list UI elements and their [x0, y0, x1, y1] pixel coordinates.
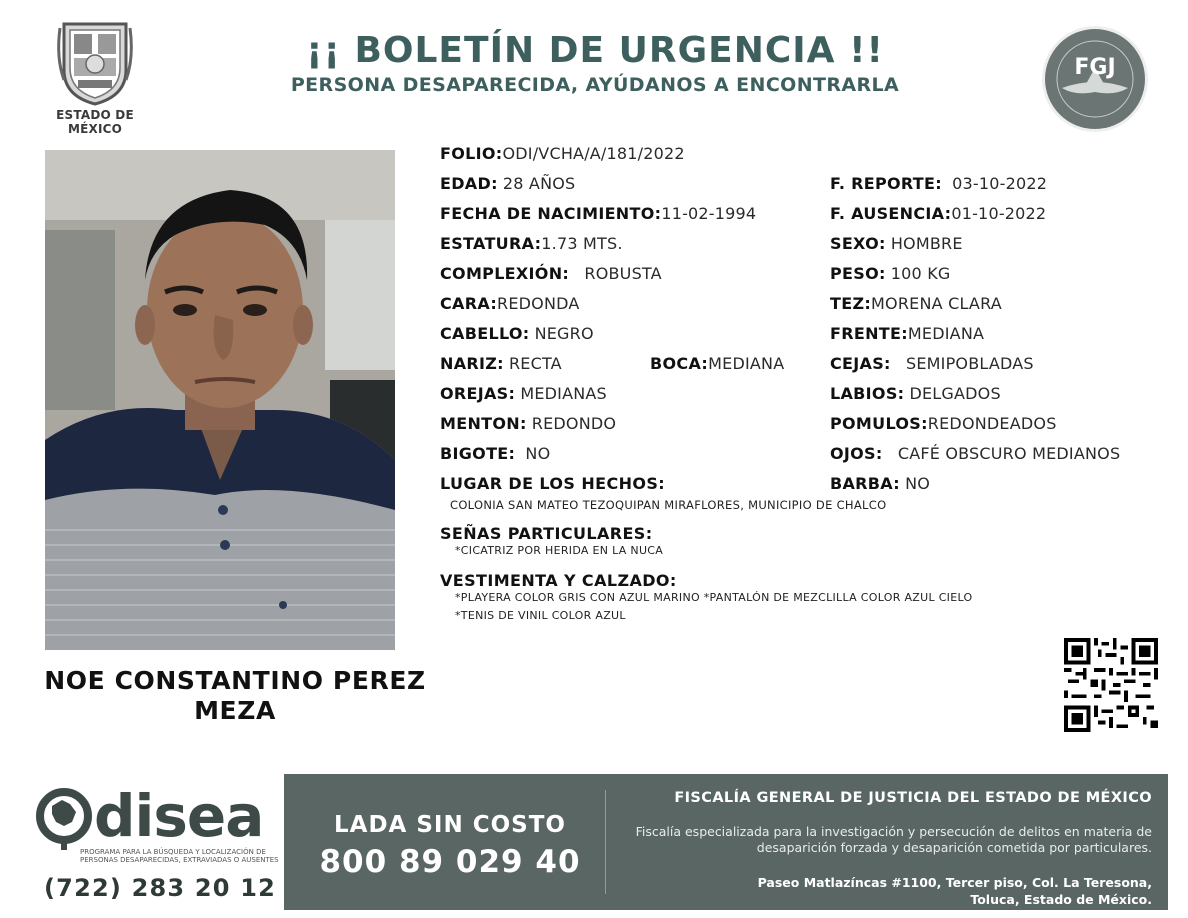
pomulos-label: POMULOS: [830, 414, 928, 433]
cabello-row [440, 324, 594, 343]
tez-label: TEZ: [830, 294, 872, 313]
estatura-label: ESTATURA: [440, 234, 542, 253]
complexion-label: COMPLEXIÓN: [440, 264, 570, 283]
pomulos-value: REDONDEADOS [927, 414, 1057, 433]
nariz-value: RECTA [508, 354, 562, 373]
nacimiento-row [440, 204, 756, 223]
missing-person-photo [45, 150, 395, 650]
edad-row [440, 174, 575, 193]
peso-value: 100 KG [890, 264, 951, 283]
cejas-row [830, 354, 1034, 373]
cara-label: CARA: [440, 294, 498, 313]
coat-of-arms-icon [54, 18, 136, 106]
vestimenta-line-2: *TENIS DE VINIL COLOR AZUL [455, 609, 626, 622]
vestimenta-line-1: *PLAYERA COLOR GRIS CON AZUL MARINO *PANTALÓN DE MEZCLILLA COLOR AZUL CIELO [455, 591, 973, 604]
estatura-row [440, 234, 623, 253]
toll-free-number[interactable]: 800 89 029 40 [319, 844, 581, 880]
state-of-mexico-logo [30, 18, 160, 136]
missing-person-name: NOE CONSTANTINO PEREZ MEZA [44, 666, 426, 725]
barba-value: NO [905, 474, 931, 493]
menton-row [440, 414, 616, 433]
barba-label: BARBA: [830, 474, 900, 493]
cejas-value: SEMIPOBLADAS [906, 354, 1034, 373]
nariz-row [440, 354, 562, 373]
ojos-row [830, 444, 1120, 463]
labios-label: LABIOS: [830, 384, 905, 403]
boca-row [650, 354, 784, 373]
bulletin-subtitle: PERSONA DESAPARECIDA, AYÚDANOS A ENCONTRARLA [290, 74, 900, 96]
orejas-row [440, 384, 607, 403]
edad-label: EDAD: [440, 174, 498, 193]
cara-row [440, 294, 580, 313]
ojos-label: OJOS: [830, 444, 883, 463]
qr-code-icon [1064, 638, 1158, 732]
pomulos-row [830, 414, 1057, 433]
qr-code[interactable] [1064, 638, 1158, 732]
fgj-seal-logo [1040, 24, 1150, 134]
fgj-seal-text: FGJ [1074, 55, 1116, 80]
person-photo-image [45, 150, 395, 650]
labios-value: DELGADOS [909, 384, 1001, 403]
toll-free-label: LADA SIN COSTO [334, 812, 566, 838]
nacimiento-value: 11-02-1994 [661, 204, 757, 223]
ojos-value: CAFÉ OBSCURO MEDIANOS [897, 444, 1121, 463]
folio-label: FOLIO: [440, 144, 503, 163]
reporte-row [830, 174, 1047, 193]
fgj-description: Fiscalía especializada para la investigación y persecución de delitos en materia de desaparición forzada y desaparición cometida por particulares. [635, 824, 1152, 855]
boca-label: BOCA: [650, 354, 709, 373]
tez-row [830, 294, 1002, 313]
address-line-1: Paseo Matlazíncas #1100, Tercer piso, Col. La Teresona, [757, 875, 1152, 890]
complexion-value: ROBUSTA [584, 264, 662, 283]
frente-label: FRENTE: [830, 324, 908, 343]
address-line-2: Toluca, Estado de México. [970, 892, 1152, 907]
orejas-value: MEDIANAS [520, 384, 607, 403]
folio-value: ODI/VCHA/A/181/2022 [502, 144, 685, 163]
frente-row [830, 324, 984, 343]
odisea-phone-number[interactable]: (722) 283 20 12 [44, 874, 276, 902]
bigote-label: BIGOTE: [440, 444, 516, 463]
reporte-label: F. REPORTE: [830, 174, 942, 193]
menton-label: MENTON: [440, 414, 527, 433]
sexo-row [830, 234, 963, 253]
cabello-value: NEGRO [534, 324, 594, 343]
lugar-label: LUGAR DE LOS HECHOS: [440, 474, 666, 493]
estatura-value: 1.73 MTS. [541, 234, 623, 253]
ausencia-label: F. AUSENCIA: [830, 204, 952, 223]
menton-value: REDONDO [531, 414, 617, 433]
nacimiento-label: FECHA DE NACIMIENTO: [440, 204, 662, 223]
sexo-label: SEXO: [830, 234, 886, 253]
footer-divider [605, 790, 606, 894]
peso-label: PESO: [830, 264, 886, 283]
state-name: ESTADO DE MÉXICO [56, 108, 134, 136]
frente-value: MEDIANA [907, 324, 985, 343]
nariz-label: NARIZ: [440, 354, 504, 373]
lugar-value: COLONIA SAN MATEO TEZOQUIPAN MIRAFLORES, MUNICIPIO DE CHALCO [450, 498, 887, 512]
ausencia-row [830, 204, 1046, 223]
barba-row [830, 474, 930, 493]
bigote-row [440, 444, 550, 463]
folio-row [440, 144, 685, 163]
fgj-address [612, 874, 1152, 908]
senas-label: SEÑAS PARTICULARES: [440, 524, 653, 543]
bulletin-title: ¡¡ BOLETÍN DE URGENCIA !! [306, 30, 884, 71]
bigote-value: NO [525, 444, 551, 463]
fgj-institution-title: FISCALÍA GENERAL DE JUSTICIA DEL ESTADO DE MÉXICO [674, 790, 1152, 806]
cejas-label: CEJAS: [830, 354, 891, 373]
odisea-wordmark: disea [94, 782, 264, 850]
odisea-caption: PROGRAMA PARA LA BÚSQUEDA Y LOCALIZACIÓN DE PERSONAS DESAPARECIDAS, EXTRAVIADAS O AUSENTES [80, 848, 279, 864]
labios-row [830, 384, 1001, 403]
edad-value: 28 AÑOS [502, 174, 576, 193]
reporte-value: 03-10-2022 [952, 174, 1048, 193]
cabello-label: CABELLO: [440, 324, 530, 343]
cara-value: REDONDA [497, 294, 580, 313]
peso-row [830, 264, 951, 283]
vestimenta-label: VESTIMENTA Y CALZADO: [440, 571, 677, 590]
sexo-value: HOMBRE [890, 234, 963, 253]
ausencia-value: 01-10-2022 [951, 204, 1047, 223]
odisea-map-pin-icon [36, 788, 92, 850]
fgj-seal-icon [1040, 24, 1150, 134]
odisea-logo [36, 782, 279, 868]
complexion-row [440, 264, 662, 283]
orejas-label: OREJAS: [440, 384, 516, 403]
tez-value: MORENA CLARA [871, 294, 1002, 313]
senas-value: *CICATRIZ POR HERIDA EN LA NUCA [455, 544, 664, 557]
boca-value: MEDIANA [708, 354, 785, 373]
